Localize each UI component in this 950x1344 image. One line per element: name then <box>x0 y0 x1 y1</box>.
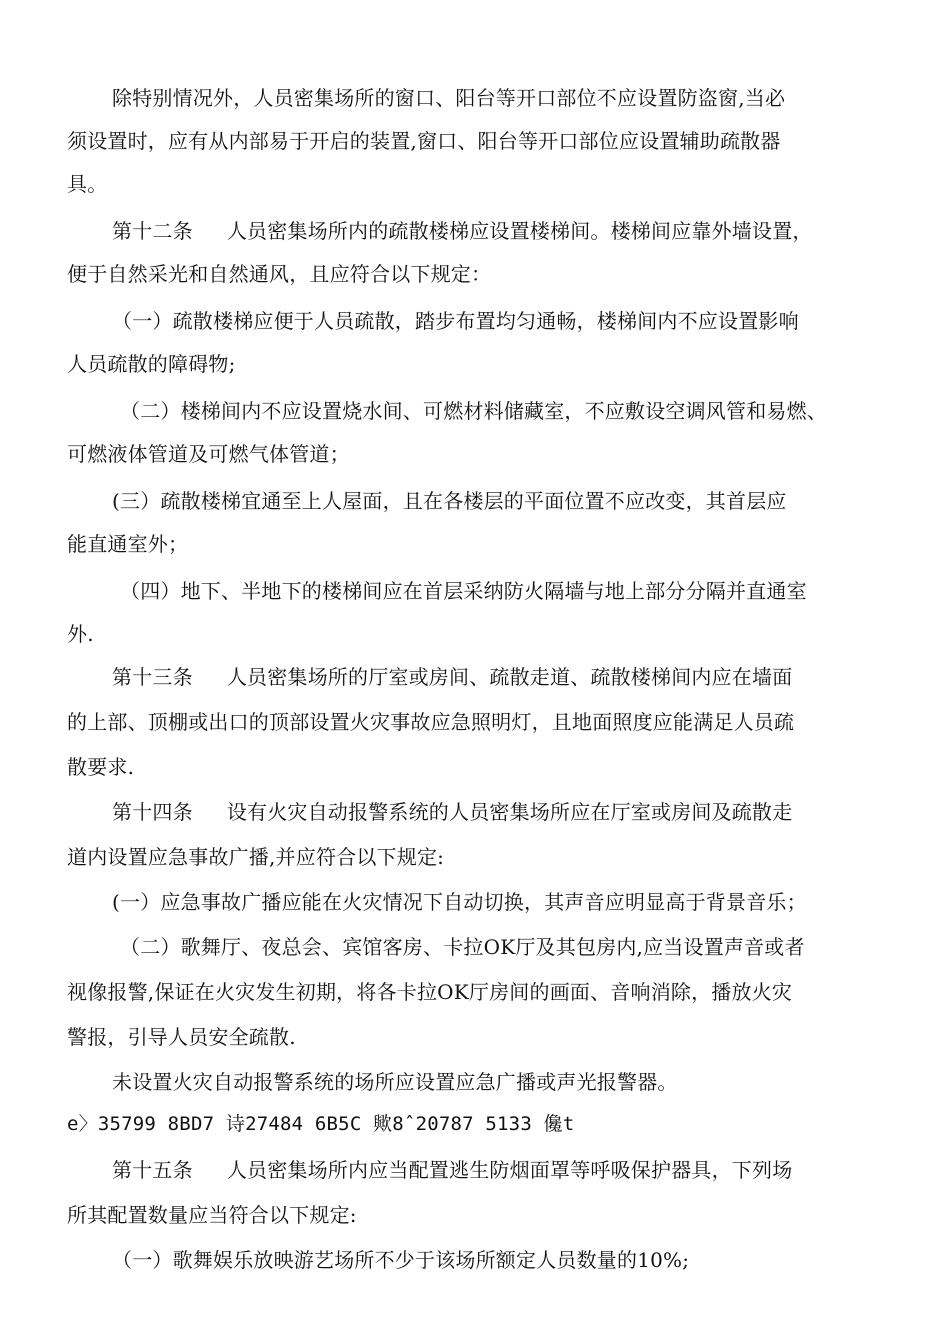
paragraph-line: 的上部、顶棚或出口的顶部设置火灾事故应急照明灯，且地面照度应能满足人员疏 <box>67 710 795 734</box>
article-14-line <box>112 800 792 824</box>
article-13-line <box>112 665 792 689</box>
paragraph-line: 人员疏散的障碍物; <box>67 352 236 376</box>
paragraph-line: 散要求. <box>67 755 135 779</box>
paragraph-line: 所其配置数量应当符合以下规定: <box>67 1203 357 1227</box>
list-item-line: (三）疏散楼梯宜通至上人屋面，且在各楼层的平面位置不应改变，其首层应 <box>112 489 787 513</box>
paragraph-line: 除特别情况外，人员密集场所的窗口、阳台等开口部位不应设置防盗窗,当必 <box>112 86 786 110</box>
article-label: 第十五条 <box>112 1158 193 1182</box>
list-item-line: (一）应急事故广播应能在火灾情况下自动切换，其声音应明显高于背景音乐； <box>112 890 807 914</box>
article-12-line <box>112 219 813 243</box>
garbled-code-line: e〉35799 8BD7 诗27484 6B5C 歟8ˆ20787 5133 儳t <box>67 1113 575 1135</box>
article-label: 第十三条 <box>112 665 193 689</box>
paragraph-line: 可燃液体管道及可燃气体管道； <box>67 442 350 466</box>
paragraph-line: 外. <box>67 622 94 646</box>
article-label: 第十二条 <box>112 219 193 243</box>
paragraph-line: 须设置时，应有从内部易于开启的装置,窗口、阳台等开口部位应设置辅助疏散器 <box>67 129 781 153</box>
list-item-line: （一）歌舞娱乐放映游艺场所不少于该场所额定人员数量的10%; <box>112 1248 690 1272</box>
paragraph-line: 具。 <box>67 172 108 196</box>
list-item-line: （二）歌舞厅、夜总会、宾馆客房、卡拉OK厅及其包房内,应当设置声音或者 <box>120 935 805 959</box>
paragraph-line: 便于自然采光和自然通风，且应符合以下规定： <box>67 262 492 286</box>
list-item-line: （一）疏散楼梯应便于人员疏散，踏步布置均匀通畅，楼梯间内不应设置影响 <box>112 309 799 333</box>
article-text: 人员密集场所的厅室或房间、疏散走道、疏散楼梯间内应在墙面 <box>226 665 793 689</box>
paragraph-line: 警报，引导人员安全疏散. <box>67 1025 296 1049</box>
article-text: 人员密集场所内的疏散楼梯应设置楼梯间。楼梯间应靠外墙设置， <box>226 219 813 243</box>
paragraph-line: 未设置火灾自动报警系统的场所应设置应急广播或声光报警器。 <box>112 1070 678 1094</box>
list-item-line: （四）地下、半地下的楼梯间应在首层采纳防火隔墙与地上部分分隔并直通室 <box>120 579 807 603</box>
article-15-line <box>112 1158 792 1182</box>
article-text: 人员密集场所内应当配置逃生防烟面罩等呼吸保护器具，下列场 <box>226 1158 793 1182</box>
list-item-line: （二）楼梯间内不应设置烧水间、可燃材料储藏室，不应敷设空调风管和易燃、 <box>120 399 827 423</box>
paragraph-line: 视像报警,保证在火灾发生初期，将各卡拉OK厅房间的画面、音响消除，播放火灾 <box>67 980 793 1004</box>
paragraph-line: 道内设置应急事故广播,并应符合以下规定: <box>67 845 445 869</box>
paragraph-line: 能直通室外； <box>67 532 189 556</box>
article-label: 第十四条 <box>112 800 193 824</box>
article-text: 设有火灾自动报警系统的人员密集场所应在厅室或房间及疏散走 <box>226 800 793 824</box>
